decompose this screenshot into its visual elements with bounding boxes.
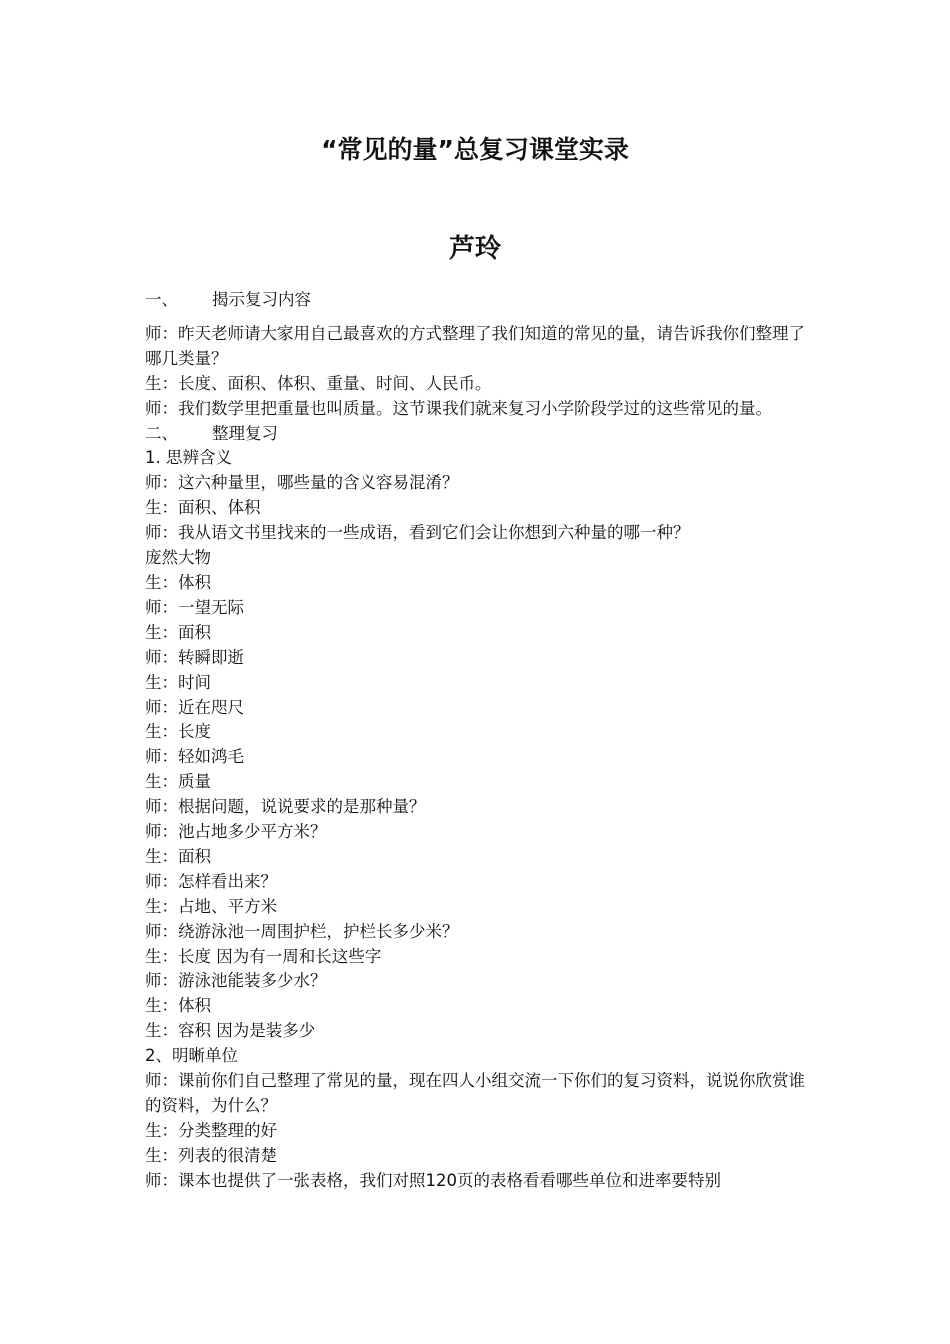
paragraph: 生：长度、面积、体积、重量、时间、人民币。 <box>145 373 492 393</box>
paragraph: 庞然大物 <box>145 548 211 568</box>
paragraph: 生：面积、体积 <box>145 498 261 518</box>
paragraph: 师：转瞬即逝 <box>145 647 244 667</box>
paragraph: 师：绕游泳池一周围护栏，护栏长多少米？ <box>145 921 459 941</box>
paragraph: 师：近在咫尺 <box>145 697 244 717</box>
paragraph: 师：一望无际 <box>145 597 244 617</box>
paragraph: 生：分类整理的好 <box>145 1120 277 1140</box>
section-title: 整理复习 <box>212 423 278 443</box>
section-heading-2 <box>145 422 813 447</box>
paragraph: 生：占地、平方米 <box>145 896 277 916</box>
document-author: 芦玲 <box>448 234 501 264</box>
paragraph: 生：质量 <box>145 772 211 792</box>
paragraph: 生：面积 <box>145 846 211 866</box>
paragraph: 师：轻如鸿毛 <box>145 747 244 767</box>
paragraph: 师：游泳池能装多少水？ <box>145 971 327 991</box>
paragraph: 生：体积 <box>145 996 211 1016</box>
paragraph: 生：列表的很清楚 <box>145 1145 277 1165</box>
paragraph: 师：我们数学里把重量也叫质量。这节课我们就来复习小学阶段学过的这些常见的量。 <box>145 398 772 418</box>
document-body <box>145 288 813 1194</box>
section-number: 一、 <box>145 290 178 309</box>
paragraph: 师：这六种量里，哪些量的含义容易混淆？ <box>145 473 459 493</box>
section-number: 二、 <box>145 423 178 443</box>
paragraph: 师：课前你们自己整理了常见的量，现在四人小组交流一下你们的复习资料，说说你欣赏谁的资料，为什么？ <box>145 1071 805 1115</box>
subsection-heading: 2、明晰单位 <box>145 1046 238 1066</box>
paragraph: 师：池占地多少平方米？ <box>145 822 327 842</box>
paragraph: 师：课本也提供了一张表格，我们对照120页的表格看看哪些单位和进率要特别 <box>145 1170 721 1190</box>
paragraph: 生：面积 <box>145 622 211 642</box>
paragraph: 生：长度 因为有一周和长这些字 <box>145 946 382 966</box>
section-title: 揭示复习内容 <box>212 290 311 309</box>
paragraph: 师：我从语文书里找来的一些成语，看到它们会让你想到六种量的哪一种？ <box>145 523 690 543</box>
paragraph: 生：体积 <box>145 572 211 592</box>
paragraph: 师：昨天老师请大家用自己最喜欢的方式整理了我们知道的常见的量，请告诉我你们整理了哪几类量？ <box>145 323 805 368</box>
document-title: “常见的量”总复习课堂实录 <box>321 135 629 164</box>
paragraph: 生：长度 <box>145 722 211 742</box>
section-heading-1 <box>145 288 813 313</box>
paragraph: 师：根据问题，说说要求的是那种量？ <box>145 797 426 817</box>
paragraph: 生：时间 <box>145 672 211 692</box>
paragraph: 生：容积 因为是装多少 <box>145 1021 316 1041</box>
subsection-heading: 1. 思辨含义 <box>145 448 232 468</box>
paragraph: 师：怎样看出来？ <box>145 871 277 891</box>
